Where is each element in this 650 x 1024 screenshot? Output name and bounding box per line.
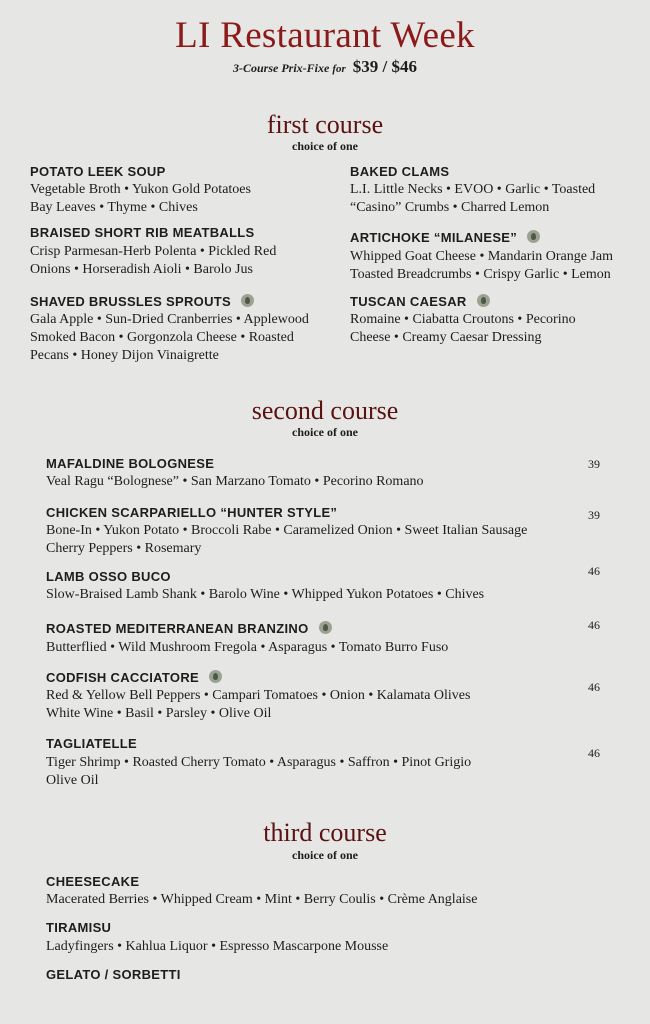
dish-name: TAGLIATELLE [46,736,137,751]
dish-price: 46 [588,680,600,694]
prix-fixe-label: 3-Course Prix-Fixe [232,61,330,75]
dish-name: GELATO / SORBETTI [46,967,181,982]
prix-fixe-price: $39 / $46 [352,57,418,76]
first-course-title: first course [266,110,384,139]
dish-name-with-badge: SHAVED BRUSSLES SPROUTS [30,294,254,309]
dish-description: L.I. Little Necks • EVOO • Garlic • Toasted “Casino” Crumbs • Charred Lemon [350,182,596,215]
vegetarian-icon [209,670,222,683]
dish-description: Butterflied • Wild Mushroom Fregola • Asparagus • Tomato Burro Fuso [46,640,449,655]
dish-description: Romaine • Ciabatta Croutons • Pecorino Cheese • Creamy Caesar Dressing [350,312,576,345]
dish-description: Slow-Braised Lamb Shank • Barolo Wine • Whipped Yukon Potatoes • Chives [46,587,485,602]
third-course-choice: choice of one [292,848,358,862]
dish-description: Macerated Berries • Whipped Cream • Mint • Berry Coulis • Crème Anglaise [46,892,478,907]
dish-name: BAKED CLAMS [350,164,450,179]
dish-name-with-badge: ARTICHOKE “MILANESE” [350,230,540,245]
vegetarian-icon [477,294,490,307]
dish-price: 46 [588,564,600,578]
prix-fixe-line [0,57,650,77]
dish-name: CHEESECAKE [46,874,140,889]
dish-description: Bone-In • Yukon Potato • Broccoli Rabe • Caramelized Onion • Sweet Italian Sausage Cherry Peppers • Rosemary [46,523,528,556]
dish-name: TIRAMISU [46,920,112,935]
dish-description: Crisp Parmesan-Herb Polenta • Pickled Red Onions • Horseradish Aioli • Barolo Jus [30,244,277,277]
for-label: for [332,63,346,75]
dish-price: 46 [588,746,600,760]
dish-name-with-badge: TUSCAN CAESAR [350,294,490,309]
page-title: LI Restaurant Week [175,15,475,56]
dish-name-with-badge: CODFISH CACCIATORE [46,670,222,685]
dish-description: Gala Apple • Sun-Dried Cranberries • Applewood Smoked Bacon • Gorgonzola Cheese • Roasted Pecans • Honey Dijon Vinaigrette [30,312,309,363]
dish-description: Tiger Shrimp • Roasted Cherry Tomato • Asparagus • Saffron • Pinot Grigio Olive Oil [46,755,472,788]
dish-price: 39 [588,457,600,471]
vegetarian-icon [319,621,332,634]
dish-name: MAFALDINE BOLOGNESE [46,456,215,471]
third-course-title: third course [263,818,387,847]
dish-description: Ladyfingers • Kahlua Liquor • Espresso Mascarpone Mousse [46,939,389,954]
first-course-choice: choice of one [292,139,358,153]
dish-name: BRAISED SHORT RIB MEATBALLS [30,225,255,240]
second-course-choice: choice of one [292,425,358,439]
dish-name-with-badge: ROASTED MEDITERRANEAN BRANZINO [46,621,332,636]
dish-name: POTATO LEEK SOUP [30,164,166,179]
dish-description: Veal Ragu “Bolognese” • San Marzano Tomato • Pecorino Romano [46,474,424,489]
second-course-title: second course [251,396,399,425]
dish-name: CHICKEN SCARPARIELLO “HUNTER STYLE” [46,505,338,520]
dish-description: Vegetable Broth • Yukon Gold Potatoes Bay Leaves • Thyme • Chives [30,182,251,215]
dish-description: Red & Yellow Bell Peppers • Campari Tomatoes • Onion • Kalamata Olives White Wine • Basil • Parsley • Olive Oil [46,688,471,721]
dish-name: LAMB OSSO BUCO [46,569,171,584]
dish-price: 39 [588,508,600,522]
vegetarian-icon [527,230,540,243]
dish-description: Whipped Goat Cheese • Mandarin Orange Jam Toasted Breadcrumbs • Crispy Garlic • Lemon [350,249,614,282]
vegetarian-icon [241,294,254,307]
dish-price: 46 [588,618,600,632]
